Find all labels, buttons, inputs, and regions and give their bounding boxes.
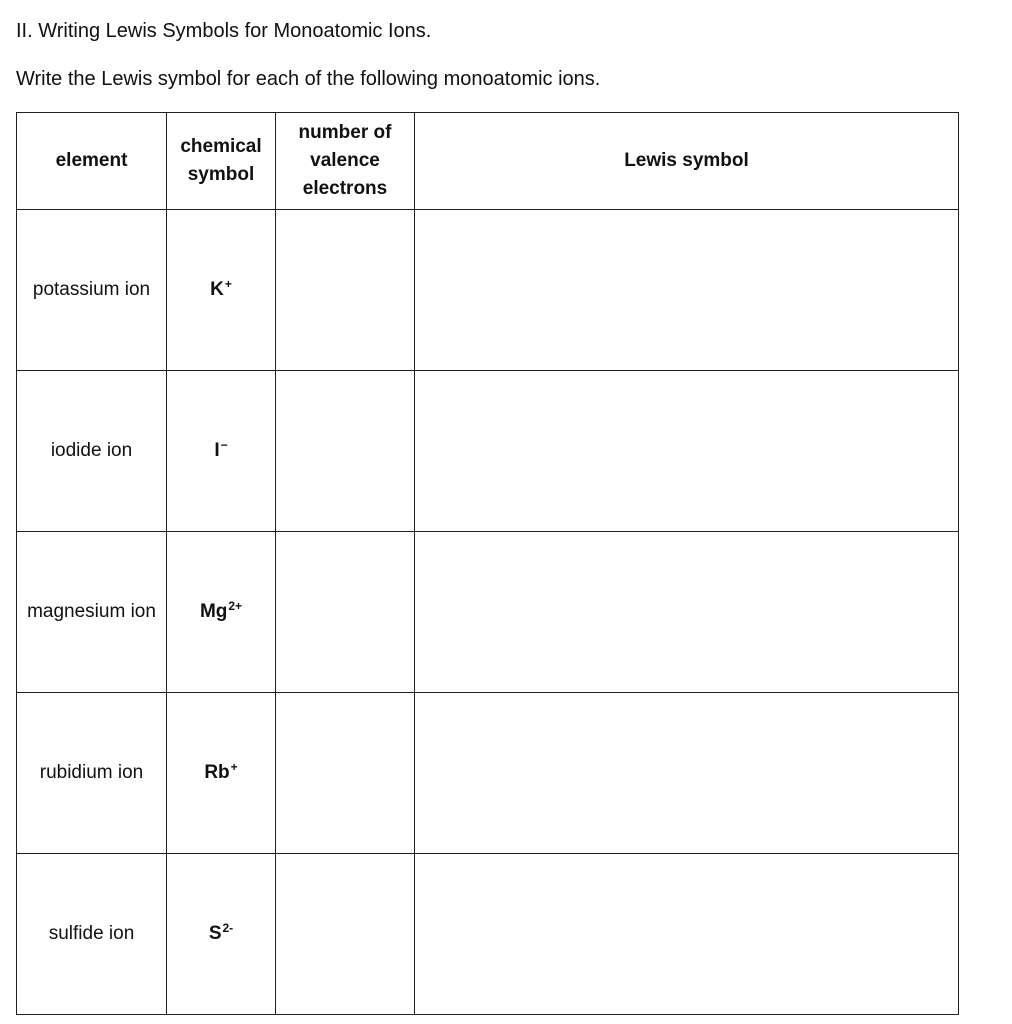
symbol-base: Mg	[199, 601, 228, 622]
header-valence-electrons: number of valence electrons	[276, 113, 415, 210]
element-cell	[17, 532, 167, 693]
header-lewis-symbol: Lewis symbol	[415, 113, 959, 210]
valence-electrons-cell[interactable]	[276, 854, 415, 1015]
chemical-symbol	[204, 762, 237, 783]
table-row	[17, 371, 959, 532]
lewis-symbol-cell[interactable]	[415, 371, 959, 532]
ion-charge: +	[224, 277, 232, 291]
symbol-cell	[167, 693, 276, 854]
header-row	[17, 113, 959, 210]
element-cell	[17, 693, 167, 854]
symbol-base: S	[208, 923, 222, 944]
ion-charge: 2+	[228, 599, 243, 613]
lewis-symbol-cell[interactable]	[415, 693, 959, 854]
chemical-symbol	[214, 440, 227, 461]
ion-charge: −	[220, 438, 228, 452]
element-name: magnesium ion	[27, 601, 156, 622]
lewis-symbol-cell[interactable]	[415, 854, 959, 1015]
symbol-base: I	[214, 440, 220, 461]
chemical-symbol	[209, 923, 233, 944]
element-name: potassium ion	[32, 279, 151, 300]
ion-charge: 2-	[222, 921, 234, 935]
valence-electrons-cell[interactable]	[276, 371, 415, 532]
table-row	[17, 532, 959, 693]
lewis-symbol-cell[interactable]	[415, 532, 959, 693]
symbol-base: K	[210, 279, 224, 300]
ion-charge: +	[230, 760, 238, 774]
valence-electrons-cell[interactable]	[276, 532, 415, 693]
symbol-cell	[167, 532, 276, 693]
element-name: sulfide ion	[48, 923, 135, 944]
element-name: iodide ion	[50, 440, 133, 461]
table-row	[17, 693, 959, 854]
header-chemical-symbol: chemical symbol	[167, 113, 276, 210]
element-name: rubidium ion	[39, 762, 144, 783]
lewis-symbol-cell[interactable]	[415, 210, 959, 371]
chemical-symbol	[210, 279, 232, 300]
table-row	[17, 210, 959, 371]
symbol-base: Rb	[204, 762, 230, 783]
valence-electrons-cell[interactable]	[276, 693, 415, 854]
chemical-symbol	[200, 601, 242, 622]
header-element: element	[17, 113, 167, 210]
instruction-text: Write the Lewis symbol for each of the following monoatomic ions.	[16, 68, 601, 90]
symbol-cell	[167, 210, 276, 371]
ions-table	[16, 112, 959, 1015]
table-row	[17, 854, 959, 1015]
element-cell	[17, 210, 167, 371]
symbol-cell	[167, 371, 276, 532]
element-cell	[17, 371, 167, 532]
valence-electrons-cell[interactable]	[276, 210, 415, 371]
section-heading: II. Writing Lewis Symbols for Monoatomic Ions.	[16, 20, 432, 42]
symbol-cell	[167, 854, 276, 1015]
element-cell	[17, 854, 167, 1015]
